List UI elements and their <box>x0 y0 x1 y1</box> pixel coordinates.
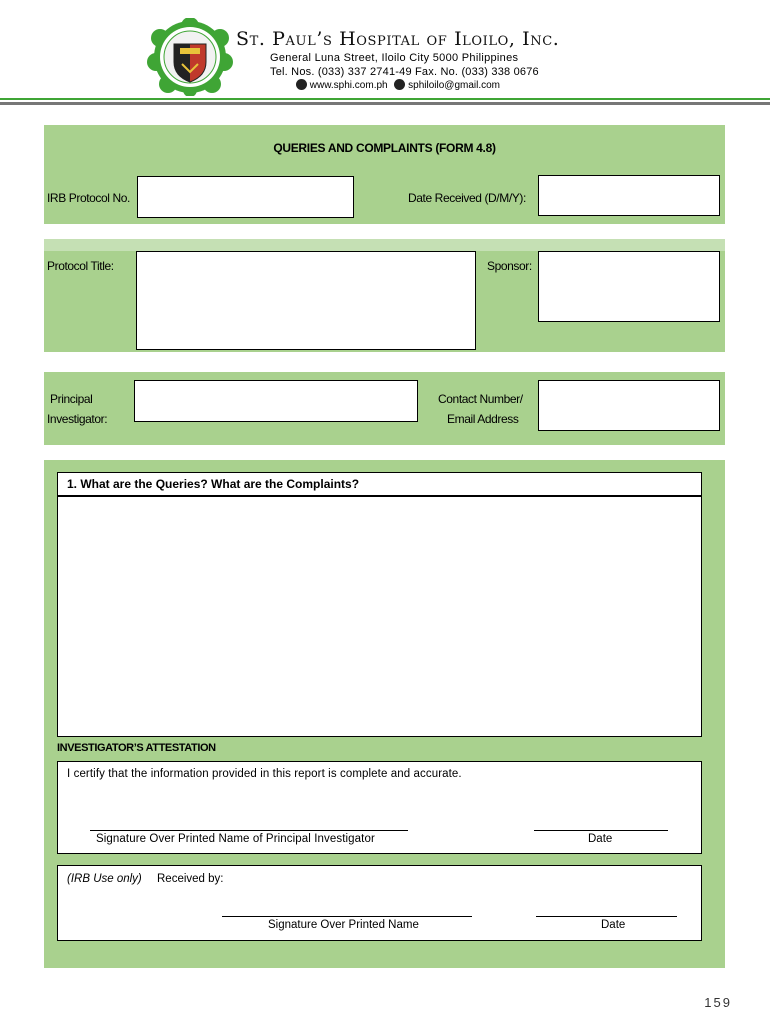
sponsor-input[interactable] <box>538 251 720 322</box>
attestation-heading: INVESTIGATOR’S ATTESTATION <box>57 742 216 754</box>
pi-label-line1: Principal <box>50 392 93 406</box>
mail-icon <box>394 79 405 90</box>
irb-protocol-label: IRB Protocol No. <box>47 191 130 205</box>
received-by-label: Received by: <box>157 873 224 885</box>
receiver-date-label: Date <box>601 919 626 931</box>
protocol-panel-topband <box>44 239 725 251</box>
contact-label-line1: Contact Number/ <box>438 392 523 406</box>
hospital-contact-line <box>296 79 500 91</box>
header-divider <box>0 98 770 106</box>
globe-icon <box>296 79 307 90</box>
protocol-title-input[interactable] <box>136 251 476 350</box>
page-number: 159 <box>704 995 732 1010</box>
principal-investigator-input[interactable] <box>134 380 418 422</box>
contact-label-line2: Email Address <box>447 412 519 426</box>
pi-signature-label: Signature Over Printed Name of Principal Investigator <box>96 833 375 845</box>
attestation-text: I certify that the information provided in this report is complete and accurate. <box>67 768 462 780</box>
form-title: QUERIES AND COMPLAINTS (FORM 4.8) <box>273 141 496 155</box>
hospital-phones: Tel. Nos. (033) 337 2741-49 Fax. No. (033) 338 0676 <box>270 66 539 78</box>
pi-label-line2: Investigator: <box>47 412 108 426</box>
queries-textarea[interactable] <box>57 496 702 737</box>
receiver-signature-line[interactable] <box>222 916 472 917</box>
pi-date-label: Date <box>588 833 613 845</box>
hospital-address: General Luna Street, Iloilo City 5000 Philippines <box>270 52 519 64</box>
hospital-logo <box>146 18 234 96</box>
sponsor-label: Sponsor: <box>487 259 532 273</box>
pi-signature-line[interactable] <box>90 830 408 831</box>
irb-use-only: (IRB Use only) <box>67 873 142 885</box>
irb-protocol-input[interactable] <box>137 176 354 218</box>
receiver-date-line[interactable] <box>536 916 677 917</box>
queries-heading: 1. What are the Queries? What are the Complaints? <box>67 477 360 491</box>
hospital-name: St. Paul’s Hospital of Iloilo, Inc. <box>236 28 560 50</box>
email-link[interactable]: sphiloilo@gmail.com <box>408 80 501 91</box>
receiver-signature-label: Signature Over Printed Name <box>268 919 419 931</box>
pi-date-line[interactable] <box>534 830 668 831</box>
contact-email-input[interactable] <box>538 380 720 431</box>
date-received-label: Date Received (D/M/Y): <box>408 191 526 205</box>
date-received-input[interactable] <box>538 175 720 216</box>
protocol-title-label: Protocol Title: <box>47 259 114 273</box>
website-link[interactable]: www.sphi.com.ph <box>309 80 388 91</box>
